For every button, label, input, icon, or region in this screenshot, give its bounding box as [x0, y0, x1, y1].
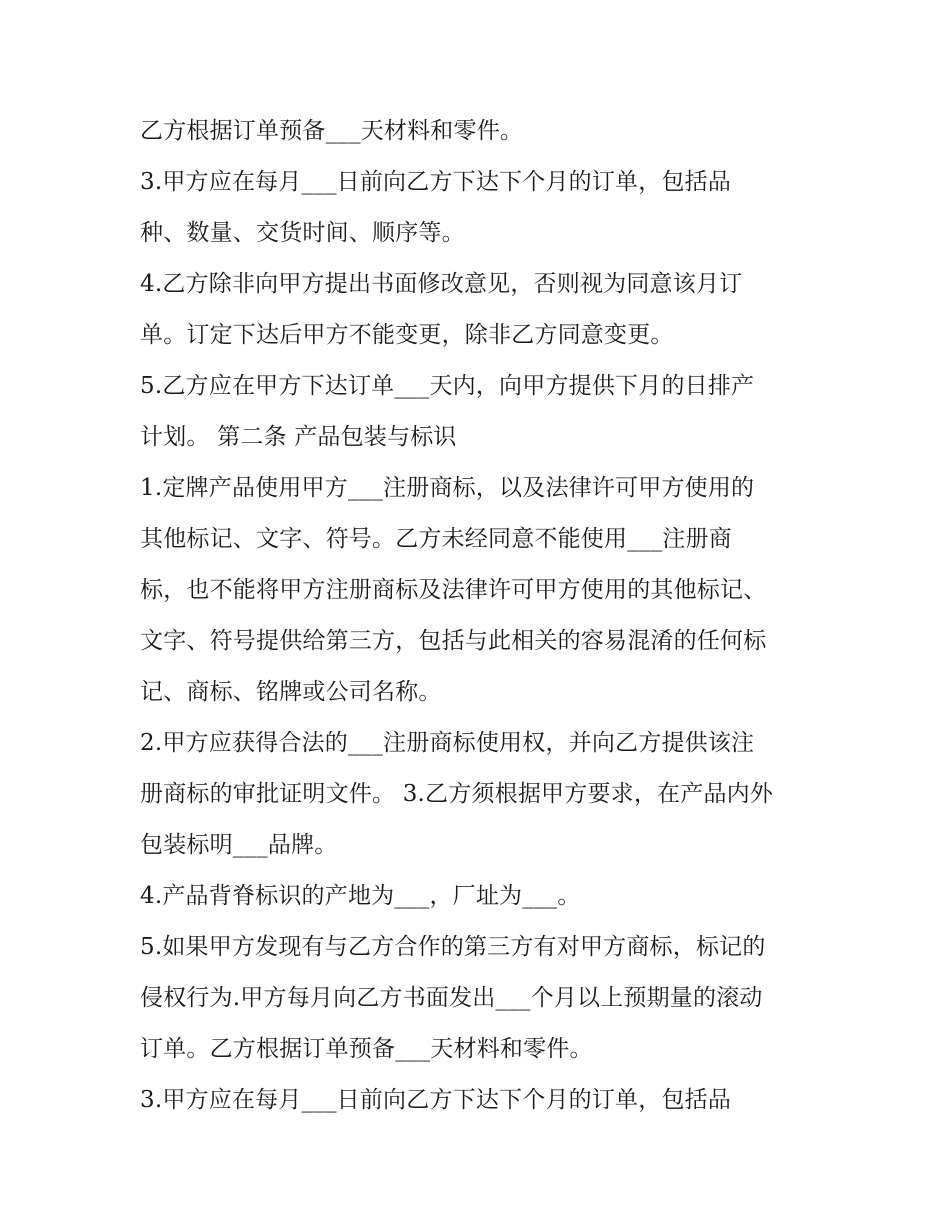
document-body [140, 106, 820, 1126]
text-line: 4.乙方除非向甲方提出书面修改意见，否则视为同意该月订 [140, 271, 743, 297]
text-line: 记、商标、铭牌或公司名称。 [140, 679, 442, 705]
text-line: 5.如果甲方发现有与乙方合作的第三方有对甲方商标，标记的 [140, 934, 766, 960]
text-line: 标，也不能将甲方注册商标及法律许可甲方使用的其他标记、 [140, 577, 767, 603]
text-line: 3.甲方应在每月___日前向乙方下达下个月的订单，包括品 [140, 169, 732, 195]
text-line: 册商标的审批证明文件。 3.乙方须根据甲方要求，在产品内外 [140, 781, 774, 807]
text-line: 计划。 第二条 产品包装与标识 [140, 424, 457, 450]
text-line: 3.甲方应在每月___日前向乙方下达下个月的订单，包括品 [140, 1087, 732, 1113]
text-line: 单。订定下达后甲方不能变更，除非乙方同意变更。 [140, 322, 674, 348]
text-line: 4.产品背脊标识的产地为___，厂址为___。 [140, 883, 581, 909]
text-line: 1.定牌产品使用甲方___注册商标，以及法律许可甲方使用的 [140, 475, 755, 501]
text-line: 2.甲方应获得合法的___注册商标使用权，并向乙方提供该注 [140, 730, 755, 756]
text-line: 种、数量、交货时间、顺序等。 [140, 220, 465, 246]
text-line: 文字、符号提供给第三方，包括与此相关的容易混淆的任何标 [140, 628, 767, 654]
text-line: 5.乙方应在甲方下达订单___天内，向甲方提供下月的日排产 [140, 373, 755, 399]
text-line: 包装标明___品牌。 [140, 832, 338, 858]
text-line: 侵权行为.甲方每月向乙方书面发出___个月以上预期量的滚动 [140, 985, 763, 1011]
text-line: 乙方根据订单预备___天材料和零件。 [140, 118, 524, 144]
text-line: 其他标记、文字、符号。乙方未经同意不能使用___注册商 [140, 526, 732, 552]
text-line: 订单。乙方根据订单预备___天材料和零件。 [140, 1036, 593, 1062]
